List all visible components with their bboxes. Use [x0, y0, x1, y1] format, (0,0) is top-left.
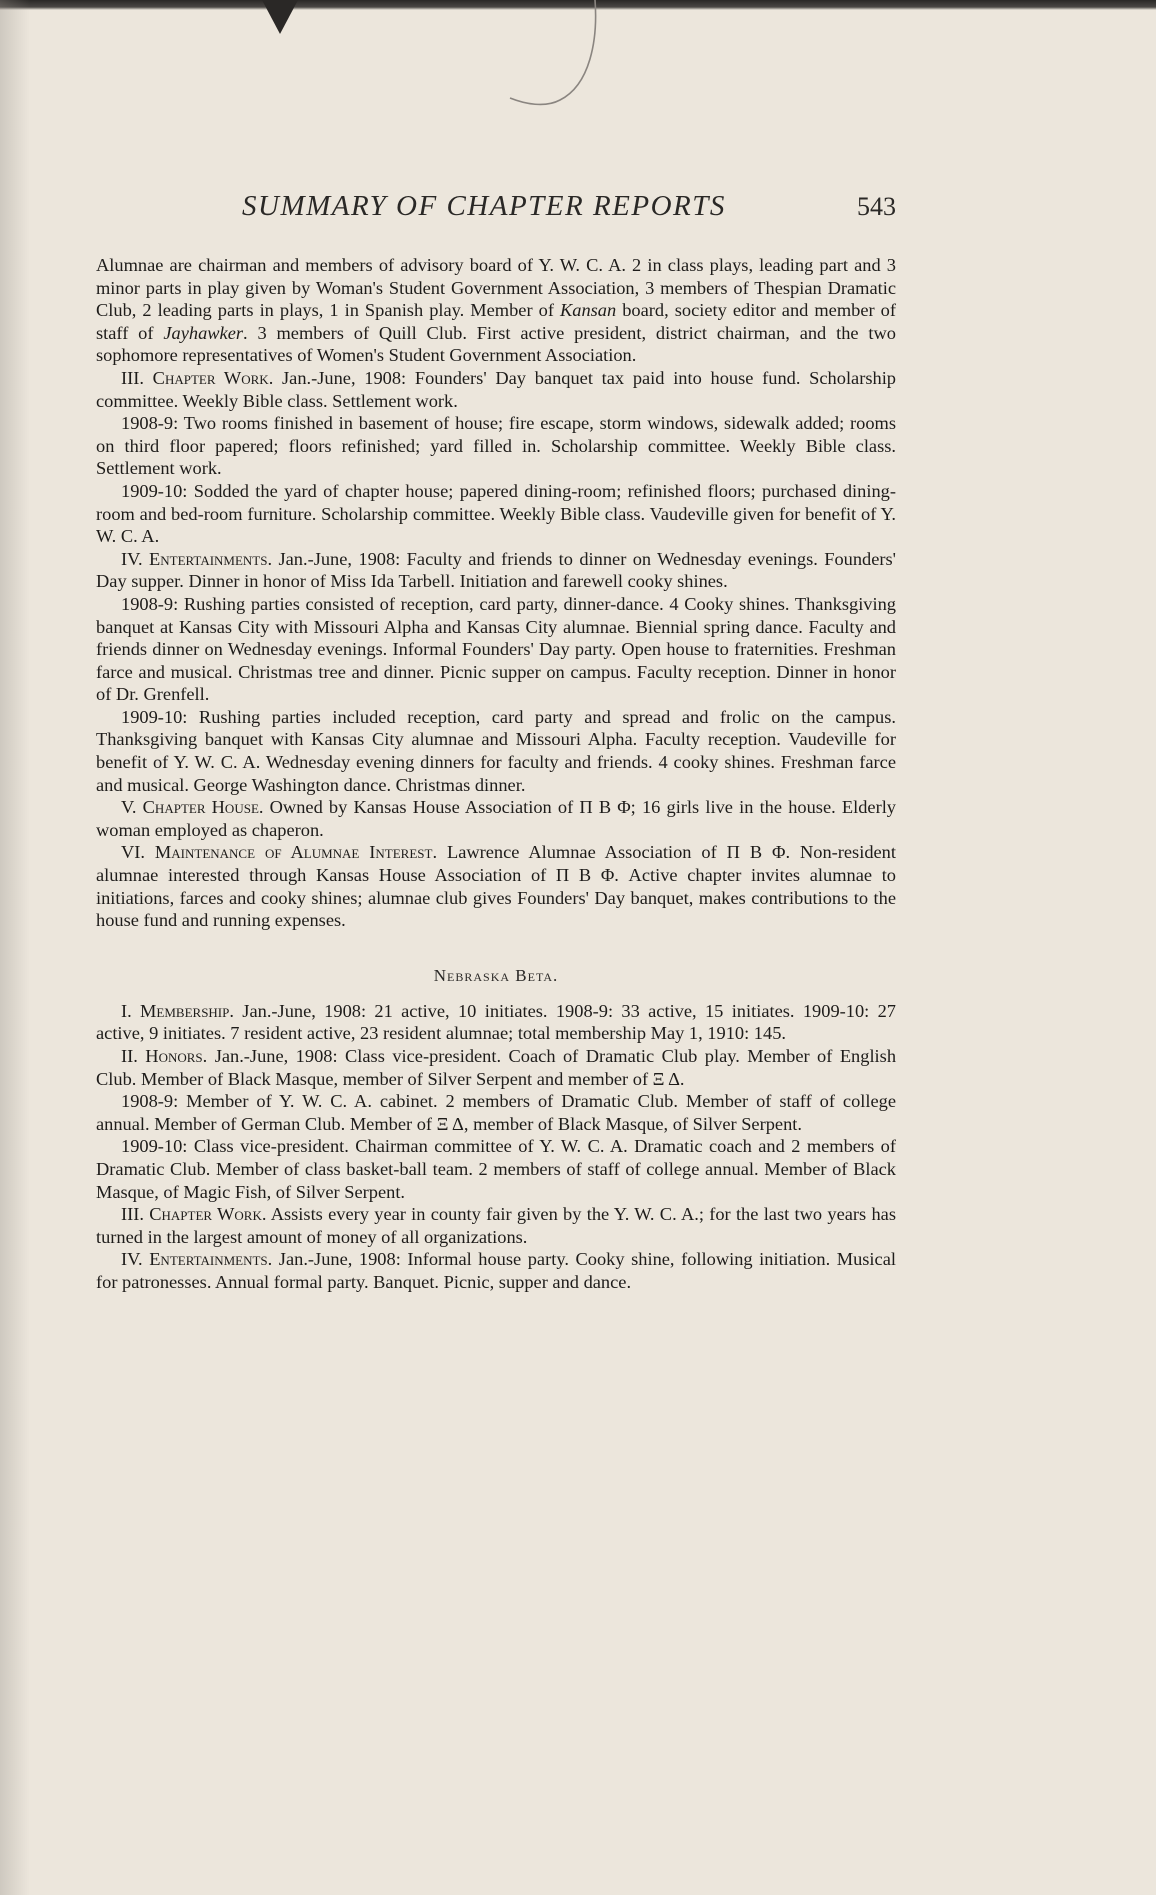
nebraska-honors-paragraph: II. Honors. Jan.-June, 1908: Class vice-president. Coach of Dramatic Club play. Member of English Club. Member of Black Masque, member of Silver Serpent and member of Ξ Δ.: [96, 1046, 897, 1089]
nebraska-chapter-work-paragraph: III. Chapter Work. Assists every year in county fair given by the Y. W. C. A.; for the last two years has turned in the largest amount of money of all organizations.: [96, 1204, 896, 1247]
section-label: VI. Maintenance of Alumnae Interest.: [121, 842, 438, 863]
honors-continued-paragraph: Alumnae are chairman and members of advisory board of Y. W. C. A. 2 in class plays, leading part and 3 minor parts in play given by Woman's Student Government Association, 3 members of Thespian Dramatic Club, 2 leading parts in plays, 1 in Spanish play. Member of Kansan board, society editor and member of staff of Jayhawker. 3 members of Quill Club. First active president, district chairman, and the two sophomore representatives of Women's Student Government Association.: [96, 255, 896, 366]
nebraska-honors-1908-9-paragraph: 1908-9: Member of Y. W. C. A. cabinet. 2 members of Dramatic Club. Member of staff of college annual. Member of German Club. Member of Ξ Δ, member of Black Masque, of Silver Serpent.: [96, 1091, 896, 1134]
section-label: I. Membership.: [121, 1000, 234, 1021]
chapter-report-body: [96, 254, 896, 1294]
kansan-title: Kansan: [559, 300, 617, 321]
section-label: IV. Entertainments.: [121, 1249, 273, 1270]
scan-binding-notch: [262, 0, 298, 34]
entertainments-paragraph: IV. Entertainments. Jan.-June, 1908: Faculty and friends to dinner on Wednesday evenings. Founders' Day supper. Dinner in honor of Miss Ida Tarbell. Initiation and farewell cooky shines.: [96, 548, 896, 592]
book-page: [96, 190, 896, 1294]
running-head: [96, 190, 896, 230]
scan-left-shadow: [0, 0, 30, 1895]
section-label: V. Chapter House.: [121, 797, 264, 818]
nebraska-honors-1909-10-paragraph: 1909-10: Class vice-president. Chairman committee of Y. W. C. A. Dramatic coach and 2 members of Dramatic Club. Member of class basket-ball team. 2 members of staff of college annual. Member of Black Masque, of Magic Fish, of Silver Serpent.: [96, 1136, 896, 1202]
section-label: II. Honors.: [121, 1046, 208, 1066]
entertainments-1908-9-paragraph: 1908-9: Rushing parties consisted of reception, card party, dinner-dance. 4 Cooky shines. Thanksgiving banquet at Kansas City with Missouri Alpha and Kansas City alumnae. Biennial spring dance. Faculty and friends dinner on Wednesday evenings. Informal Founders' Day party. Open house to fraternities. Freshman farce and musical. Christmas tree and dinner. Picnic supper on campus. Faculty reception. Dinner in honor of Dr. Grenfell.: [96, 593, 896, 705]
nebraska-beta-heading: Nebraska Beta.: [433, 965, 559, 985]
section-label: III. Chapter Work.: [121, 367, 274, 388]
section-label: III. Chapter Work.: [121, 1204, 267, 1225]
section-label: IV. Entertainments.: [121, 548, 273, 569]
alumnae-interest-paragraph: VI. Maintenance of Alumnae Interest. Lawrence Alumnae Association of Π Β Φ. Non-resident alumnae interested through Kansas House Association of Π Β Φ. Active chapter invites alumnae to initiations, farces and cooky shines; alumnae club gives Founders' Day banquet, makes contributions to the house fund and running expenses.: [96, 842, 896, 931]
page-number: 543: [857, 192, 896, 221]
scan-pencil-mark: [500, 0, 620, 120]
chapter-house-paragraph: V. Chapter House. Owned by Kansas House Association of Π Β Φ; 16 girls live in the house. Elderly woman employed as chaperon.: [96, 797, 896, 840]
jayhawker-title: Jayhawker: [163, 322, 244, 343]
entertainments-1909-10-paragraph: 1909-10: Rushing parties included reception, card party and spread and frolic on the campus. Thanksgiving banquet with Kansas City alumnae and Missouri Alpha. Faculty reception. Vaudeville for benefit of Y. W. C. A. Wednesday evening dinners for faculty and friends. 4 cooky shines. Freshman farce and musical. George Washington dance. Christmas dinner.: [96, 706, 896, 795]
chapter-work-paragraph: III. Chapter Work. Jan.-June, 1908: Founders' Day banquet tax paid into house fund. Scholarship committee. Weekly Bible class. Settlement work.: [96, 367, 896, 411]
running-title: SUMMARY OF CHAPTER REPORTS: [242, 190, 726, 222]
chapter-work-1909-10-paragraph: 1909-10: Sodded the yard of chapter house; papered dining-room; refinished floors; purchased dining-room and bed-room furniture. Scholarship committee. Weekly Bible class. Vaudeville given for benefit of Y. W. C. A.: [96, 480, 896, 547]
nebraska-entertainments-paragraph: IV. Entertainments. Jan.-June, 1908: Informal house party. Cooky shine, following initiation. Musical for patronesses. Annual formal party. Banquet. Picnic, supper and dance.: [96, 1249, 896, 1292]
nebraska-membership-paragraph: I. Membership. Jan.-June, 1908: 21 active, 10 initiates. 1908-9: 33 active, 15 initiates. 1909-10: 27 active, 9 initiates. 7 resident active, 23 resident alumnae; total membership May 1, 1910: 145.: [96, 1000, 896, 1044]
chapter-work-1908-9-paragraph: 1908-9: Two rooms finished in basement of house; fire escape, storm windows, sidewalk added; rooms on third floor papered; floors refinished; yard filled in. Scholarship committee. Weekly Bible class. Settlement work.: [96, 413, 896, 479]
